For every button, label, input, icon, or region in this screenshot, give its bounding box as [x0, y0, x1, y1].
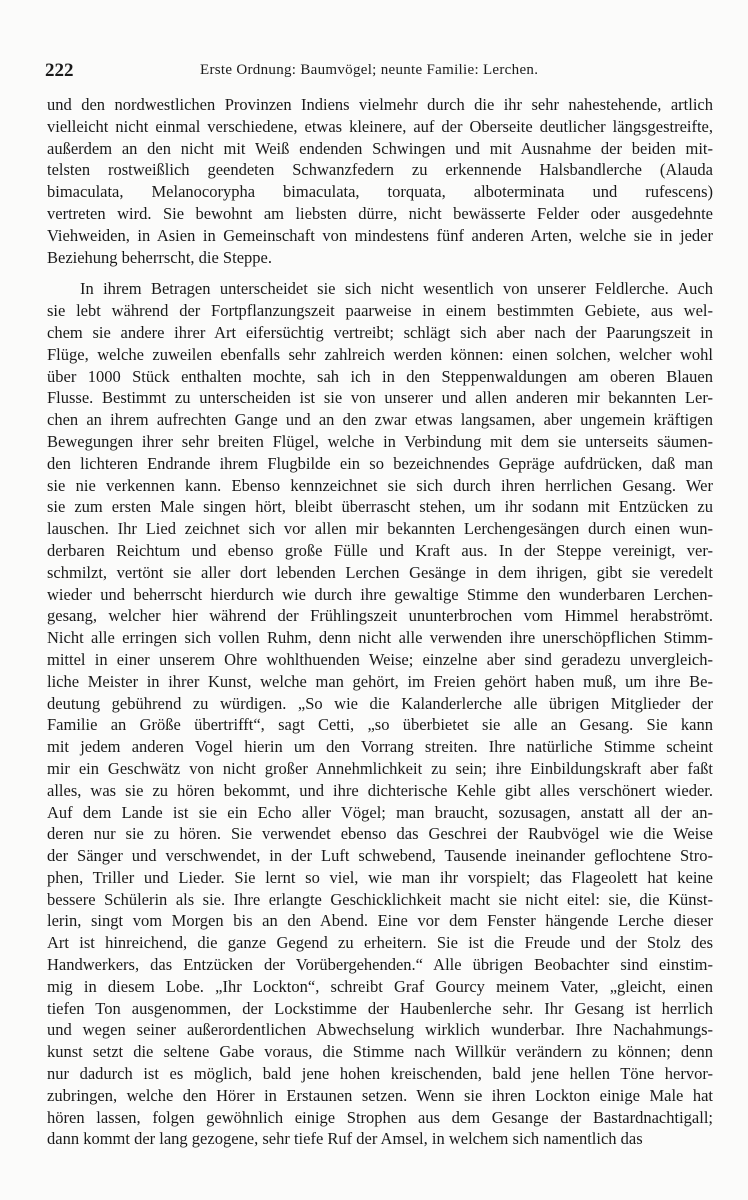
- text-line: Nicht alle erringen sich vollen Ruhm, denn nicht alle verwenden ihre unerschöpflichen Stimm-: [47, 628, 713, 648]
- text-line: nur dadurch ist es möglich, bald jene hohen kreischenden, bald jene hellen Töne hervor-: [47, 1064, 713, 1084]
- text-line: schmilzt, vertönt sie aller dort lebenden Lerchen Gesänge in dem ihrigen, gibt sie veredelt: [47, 562, 713, 582]
- body-text: [47, 94, 713, 1150]
- text-line: mig in diesem Lobe. „Ihr Lockton“, schreibt Graf Gourcy meinem Vater, „gleicht, einen: [47, 976, 713, 996]
- text-line: sie nie verkennen kann. Ebenso kennzeichnet sie sich durch ihren herrlichen Gesang. Wer: [47, 475, 713, 495]
- text-line: Auf dem Lande ist sie ein Echo aller Vögel; man braucht, sozusagen, anstatt all der an-: [47, 802, 713, 822]
- text-line: mittel in einer unserem Ohre wohlthuenden Weise; einzelne aber sind geradezu unvergleich-: [47, 649, 713, 669]
- text-line: sie zum ersten Male singen hört, bleibt überrascht stehen, um ihr sodann mit Entzücken zu: [47, 497, 713, 517]
- text-line: alles, was sie zu hören bekommt, und ihre dichterische Kehle gibt alles verschönert wieder.: [47, 780, 713, 800]
- text-line: telsten rostweißlich geendeten Schwanzfedern zu erkennende Halsbandlerche (Alauda: [47, 160, 713, 180]
- text-line: hören lassen, folgen gewöhnlich einige Strophen aus dem Gesange der Bastardnachtigall;: [47, 1107, 713, 1127]
- text-line: Familie an Größe übertrifft“, sagt Cetti, „so überbietet sie alle an Gesang. Sie kann: [47, 715, 713, 735]
- text-line: chem sie andere ihrer Art eifersüchtig vertreibt; schlägt sich aber nach der Paarungszeit in: [47, 322, 713, 342]
- text-line: Beziehung beherrscht, die Steppe.: [47, 247, 272, 267]
- text-line: der Sänger und verschwendet, in der Luft schwebend, Tausende ineinander geflochtene Stro-: [47, 846, 713, 866]
- text-line: sie lebt während der Fortpflanzungszeit paarweise in einem bestimmten Gebiete, aus wel-: [47, 301, 713, 321]
- text-line: gesang, welcher hier während der Frühlingszeit ununterbrochen vom Himmel herabströmt.: [47, 606, 713, 626]
- text-line: dann kommt der lang gezogene, sehr tiefe Ruf der Amsel, in welchem sich namentlich das: [47, 1129, 643, 1149]
- text-line: und den nordwestlichen Provinzen Indiens vielmehr durch die ihr sehr nahestehende, artlich: [47, 95, 713, 114]
- text-line: derbaren Reichtum und ebenso große Fülle und Kraft aus. In der Steppe vereinigt, ver-: [47, 540, 713, 560]
- text-line: Bewegungen ihrer sehr breiten Flügel, welche in Verbindung mit dem sie unterseits säumen-: [47, 431, 713, 451]
- text-line: tiefen Ton ausgenommen, der Lockstimme der Haubenlerche sehr. Ihr Gesang ist herrlich: [47, 998, 713, 1018]
- text-line: außerdem an den nicht mit Weiß endenden Schwingen und mit Ausnahme der beiden mit-: [47, 138, 713, 158]
- text-line: den lichteren Endrande ihrem Flugbilde ein so bezeichnendes Gepräge aufdrücken, daß man: [47, 453, 713, 473]
- text-line: vertreten wird. Sie bewohnt am liebsten dürre, nicht bewässerte Felder oder ausgedehnte: [47, 203, 713, 223]
- text-line: wieder und beherrscht hierdurch wie durch ihre gewaltige Stimme den wunderbaren Lerchen-: [47, 584, 713, 604]
- text-line: liche Meister in ihrer Kunst, welche man gehört, im Freien gehört haben muß, um ihre Be-: [47, 671, 713, 691]
- text-line: Viehweiden, in Asien in Gemeinschaft von mindestens fünf anderen Arten, welche sie in jeder: [47, 225, 713, 245]
- text-line: kunst setzt die seltene Gabe voraus, die Stimme nach Willkür verändern zu können; denn: [47, 1042, 713, 1062]
- text-line: Handwerkers, das Entzücken der Vorübergehenden.“ Alle übrigen Beobachter sind einstim-: [47, 955, 713, 975]
- text-line: In ihrem Betragen unterscheidet sie sich nicht wesentlich von unserer Feldlerche. Auch: [80, 279, 713, 299]
- text-line: vielleicht nicht einmal verschiedene, etwas kleinere, auf der Oberseite deutlicher längsgestreifte,: [47, 116, 713, 136]
- text-line: Flusse. Bestimmt zu unterscheiden ist sie von unserer und allen anderen mir bekannten Ler-: [47, 388, 713, 408]
- text-line: mit jedem anderen Vogel hierin um den Vorrang streiten. Ihre natürliche Stimme scheint: [47, 737, 713, 757]
- text-line: deren nur sie zu hören. Sie verwendet ebenso das Geschrei der Raubvögel wie die Weise: [47, 824, 713, 844]
- text-line: chen an ihrem aufrechten Gange und an den zwar etwas langsamen, aber ungemein kräftigen: [47, 410, 713, 430]
- paragraph-2: [47, 278, 713, 1150]
- text-line: Art ist hinreichend, die ganze Gegend zu erheitern. Sie ist die Freude und der Stolz des: [47, 933, 713, 953]
- text-line: Flüge, welche zuweilen ebenfalls sehr zahlreich werden können: einen solchen, welcher wohl: [47, 344, 713, 364]
- text-line: deutung gebührend zu würdigen. „So wie die Kalanderlerche alle übrigen Mitglieder der: [47, 693, 713, 713]
- text-line: lauschen. Ihr Lied zeichnet sich vor allen mir bekannten Lerchengesängen durch einen wun-: [47, 519, 713, 539]
- paragraph-1: [47, 94, 713, 268]
- text-line: phen, Triller und Lieder. Sie lernt so viel, wie man ihr vorspielt; das Flageolett hat keine: [47, 867, 713, 887]
- text-line: lerin, singt vom Morgen bis an den Abend. Eine vor dem Fenster hängende Lerche dieser: [47, 911, 713, 931]
- text-line: bessere Schülerin als sie. Ihre erlangte Geschicklichkeit macht sie nicht eitel: sie, die Künst-: [47, 889, 713, 909]
- page-number: 222: [45, 60, 74, 81]
- text-line: zubringen, welche den Hörer in Erstaunen setzen. Wenn sie ihren Lockton einige Male hat: [47, 1085, 713, 1105]
- running-head: Erste Ordnung: Baumvögel; neunte Familie: Lerchen.: [200, 62, 539, 78]
- text-line: über 1000 Stück enthalten mochte, sah ich in den Steppenwaldungen am oberen Blauen: [47, 366, 713, 386]
- text-line: bimaculata, Melanocorypha bimaculata, torquata, alboterminata und rufescens): [47, 182, 713, 202]
- text-line: mir ein Geschwätz von nicht großer Annehmlichkeit zu sein; ihre Einbildungskraft aber faßt: [47, 758, 713, 778]
- text-line: und wegen seiner außerordentlichen Abwechselung wirklich wunderbar. Ihre Nachahmungs-: [47, 1020, 713, 1040]
